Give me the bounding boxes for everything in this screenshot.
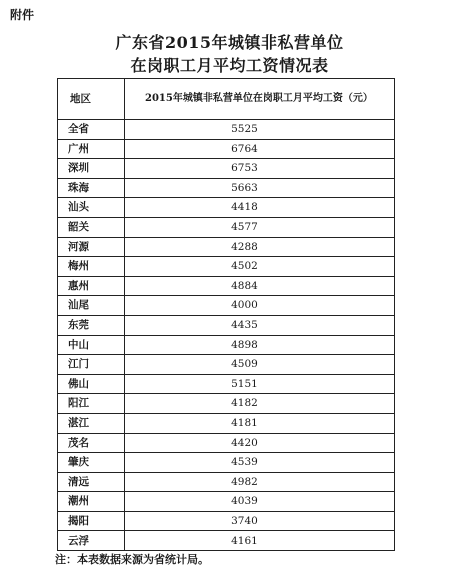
table-row — [58, 374, 395, 394]
table-row — [58, 276, 395, 296]
wage-cell: 4039 — [125, 492, 395, 512]
region-cell: 全省 — [58, 120, 125, 140]
region-cell: 云浮 — [58, 531, 125, 551]
region-cell: 清远 — [58, 472, 125, 492]
wage-cell: 6764 — [125, 139, 395, 159]
region-cell: 揭阳 — [58, 511, 125, 531]
region-cell: 东莞 — [58, 315, 125, 335]
table-row — [58, 472, 395, 492]
wage-cell: 6753 — [125, 159, 395, 179]
table-row — [58, 511, 395, 531]
table-row — [58, 433, 395, 453]
region-cell: 汕尾 — [58, 296, 125, 316]
table-row — [58, 120, 395, 140]
wage-cell: 4884 — [125, 276, 395, 296]
table-row — [58, 453, 395, 473]
wage-cell: 4181 — [125, 413, 395, 433]
table-row — [58, 531, 395, 551]
wage-cell: 5151 — [125, 374, 395, 394]
wage-cell: 4509 — [125, 355, 395, 375]
wage-cell: 4182 — [125, 394, 395, 414]
table-row — [58, 198, 395, 218]
wage-cell: 4539 — [125, 453, 395, 473]
region-cell: 江门 — [58, 355, 125, 375]
wage-cell: 4982 — [125, 472, 395, 492]
wage-cell: 4418 — [125, 198, 395, 218]
table-row — [58, 394, 395, 414]
column-header-region: 地区 — [58, 79, 125, 120]
table-row — [58, 355, 395, 375]
table-row — [58, 492, 395, 512]
wage-table — [57, 78, 395, 551]
wage-cell: 4577 — [125, 217, 395, 237]
table-row — [58, 296, 395, 316]
region-cell: 深圳 — [58, 159, 125, 179]
column-header-wage: 2015年城镇非私营单位在岗职工月平均工资（元） — [125, 79, 395, 120]
region-cell: 阳江 — [58, 394, 125, 414]
attachment-label: 附件 — [10, 8, 35, 22]
region-cell: 茂名 — [58, 433, 125, 453]
region-cell: 广州 — [58, 139, 125, 159]
table-row — [58, 257, 395, 277]
region-cell: 中山 — [58, 335, 125, 355]
wage-cell: 4435 — [125, 315, 395, 335]
table-header-row — [58, 79, 395, 120]
region-cell: 潮州 — [58, 492, 125, 512]
region-cell: 汕头 — [58, 198, 125, 218]
region-cell: 肇庆 — [58, 453, 125, 473]
wage-cell: 4502 — [125, 257, 395, 277]
region-cell: 惠州 — [58, 276, 125, 296]
source-note: 注：本表数据来源为省统计局。 — [55, 553, 209, 566]
table-row — [58, 159, 395, 179]
region-cell: 韶关 — [58, 217, 125, 237]
table-row — [58, 217, 395, 237]
wage-cell: 4420 — [125, 433, 395, 453]
document-title-line-2: 在岗职工月平均工资情况表 — [130, 56, 329, 75]
region-cell: 河源 — [58, 237, 125, 257]
wage-cell: 4000 — [125, 296, 395, 316]
document-title-line-1: 广东省2015年城镇非私营单位 — [115, 33, 344, 52]
table-row — [58, 335, 395, 355]
wage-cell: 4161 — [125, 531, 395, 551]
region-cell: 佛山 — [58, 374, 125, 394]
table-row — [58, 178, 395, 198]
table-row — [58, 413, 395, 433]
table-row — [58, 237, 395, 257]
region-cell: 珠海 — [58, 178, 125, 198]
region-cell: 湛江 — [58, 413, 125, 433]
wage-cell: 4288 — [125, 237, 395, 257]
region-cell: 梅州 — [58, 257, 125, 277]
wage-cell: 5663 — [125, 178, 395, 198]
table-row — [58, 315, 395, 335]
table-row — [58, 139, 395, 159]
wage-cell: 3740 — [125, 511, 395, 531]
wage-cell: 4898 — [125, 335, 395, 355]
wage-cell: 5525 — [125, 120, 395, 140]
